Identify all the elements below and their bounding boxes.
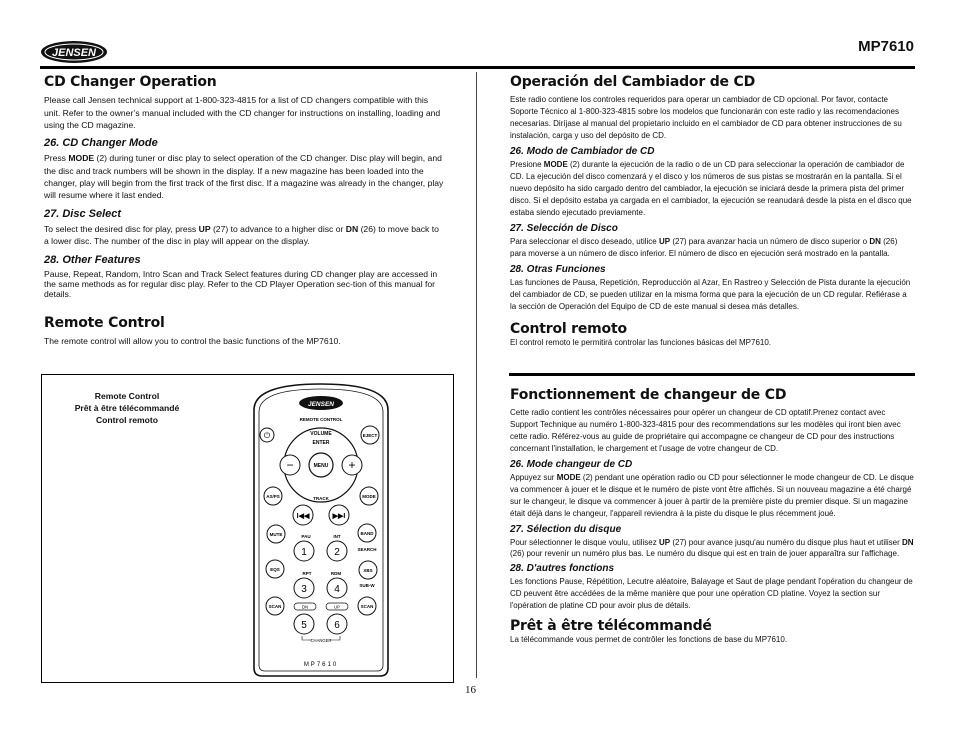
menu-label: MENU: [313, 463, 329, 469]
english-column: [44, 76, 444, 351]
jensen-logo: [40, 40, 108, 64]
scan-right-label: SCAN: [360, 604, 374, 609]
spanish-select-heading: 27. Selección de Disco: [510, 223, 618, 234]
dn-label: DN: [301, 604, 309, 610]
mute-label: MUTE: [269, 532, 283, 537]
french-intro: Cette radio contient les contrôles nécessaires pour opérer un changeur de CD optatif.Prenez contact avec Support Technique au numéro 1-800-323-4815 pour des recommendations sur les modèles qui iront bien avec cette radio. Référez-vous au guide de propriétaire qui accompagne ce changeur de CD pour des instructions concernant l'installation, le chargement et l'usage de votre changeur de CD.: [510, 408, 901, 453]
eject-label: EJECT: [362, 433, 378, 438]
spanish-mode-heading: 26. Modo de Cambiador de CD: [510, 146, 655, 157]
remote-figure-caption: [52, 390, 202, 427]
french-column: [510, 389, 915, 650]
rdm-label: RDM: [330, 571, 342, 576]
int-label: INT: [333, 534, 341, 539]
mid-rule: [509, 373, 915, 376]
track-label: TRACK: [313, 496, 329, 501]
digit-1-label: 1: [301, 547, 307, 558]
spanish-intro: Este radio contiene los controles requeridos para operar un cambiador de CD opcional. Por favor, contacte Soporte Técnico al 1-800-323-4815 sobre los modelos que funcionarán con este radio y las recomendaciones necesarias. Diríjase al manual del propietario incluido en el cambiador de CD para obtener instrucciones de su instalación, carga y uso del depósito de CD.: [510, 95, 902, 140]
prev-track-icon: I◀◀: [296, 513, 310, 520]
top-rule: [40, 66, 915, 69]
digit-5-label: 5: [301, 620, 307, 631]
plus-icon: +: [348, 458, 356, 472]
mode-paragraph: Press MODE (2) during tuner or disc play to select operation of the CD changer. Disc play will begin, and the disc and track numbers will be shown in the display. If a new magazine has been loaded into the changer, play will begin from the first track of the first disc. If a magazine was already in the changer, play will resume where it last ended.: [44, 153, 444, 201]
digit-2-label: 2: [334, 547, 340, 558]
other-features-heading: 28. Other Features: [44, 253, 141, 266]
remote-subtitle: REMOTE CONTROL: [299, 417, 343, 422]
french-remote-paragraph: La télécommande vous permet de contrôler les fonctions de base du MP7610.: [510, 635, 788, 644]
disc-select-paragraph: To select the desired disc for play, press UP (27) to advance to a higher disc or DN (26) to move back to a lower disc. The number of the disc in play will appear on the display.: [44, 223, 439, 247]
digit-3-label: 3: [301, 584, 307, 595]
spanish-column: [510, 76, 915, 353]
minus-icon: −: [286, 458, 294, 472]
up-label: UP: [334, 604, 340, 610]
eqs-label: EQS: [270, 567, 280, 572]
caption-es: Control remoto: [95, 415, 159, 426]
caption-en: Remote Control: [94, 391, 160, 401]
pau-label: PAU: [301, 534, 311, 539]
mode-label: MODE: [362, 494, 376, 499]
changer-label: CHANGER: [310, 638, 332, 643]
rpt-label: RPT: [302, 571, 312, 576]
french-select-heading: 27. Sélection du disque: [510, 524, 622, 535]
caption-fr: Prêt à être télécommandé: [74, 403, 180, 414]
french-other-heading: 28. D'autres fonctions: [510, 563, 615, 574]
digit-6-label: 6: [334, 620, 340, 631]
cd-changer-intro: Please call Jensen technical support at 1-800-323-4815 for a list of CD changers compatible with this unit. Refer to the owner’s manual included with the CD changer for instructions on installing, loading and using the CD magazine.: [44, 95, 441, 130]
logo-text: JENSEN: [51, 47, 97, 59]
french-heading: Fonctionnement de changeur de CD: [510, 387, 787, 403]
power-icon: ⏻: [263, 431, 271, 440]
remote-control-paragraph: The remote control will allow you to control the basic functions of the MP7610.: [44, 336, 341, 347]
scan-left-label: SCAN: [268, 604, 282, 609]
spanish-heading: Operación del Cambiador de CD: [510, 74, 755, 90]
spanish-other-heading: 28. Otras Funciones: [510, 264, 606, 275]
as-ps-label: AS/PS: [266, 494, 280, 499]
search-label: SEARCH: [357, 547, 377, 552]
page-number: 16: [465, 684, 476, 696]
digit-4-label: 4: [334, 584, 340, 595]
spanish-select-paragraph: Para seleccionar el disco deseado, utilice UP (27) para avanzar hacia un número de disco superior o DN (26) para moverse a un número de disco inferior. El número de disco en ejecución será mostrado en la pantalla.: [510, 237, 898, 258]
remote-model-label: MP7610: [303, 662, 339, 668]
volume-label: VOLUME: [310, 431, 332, 437]
model-title: MP7610: [858, 38, 914, 55]
enter-label: ENTER: [312, 440, 330, 446]
french-remote-heading: Prêt à être télécommandé: [510, 618, 712, 634]
disc-select-heading: 27. Disc Select: [44, 207, 122, 220]
next-track-icon: ▶▶I: [332, 513, 346, 520]
spanish-remote-paragraph: El control remoto le permitirá controlar las funciones básicas del MP7610.: [510, 338, 772, 347]
spanish-remote-heading: Control remoto: [510, 321, 627, 337]
french-mode-heading: 26. Mode changeur de CD: [510, 459, 633, 470]
french-select-paragraph: Pour sélectionner le disque voulu, utilisez UP (27) pour avance jusqu'au numéro du disque plus haut et utiliser DN (26) pour revenir un numéro plus bas. Le numéro du disque qui est en train de jouer apparaîtra sur l'affichage.: [510, 538, 914, 558]
xbs-label: XBS: [363, 568, 373, 573]
french-mode-paragraph: Appuyez sur MODE (2) pendant une opération radio ou CD pour sélectionner le mode changeur de CD. Le disque va commencer à jouer et le disque et le numéro de piste vont être affichés. Si un nouveau magazine a été chargé sur le changeur, le disque va commencer à jouer à partir de la première piste du premier disque. Si un magazine était déjà dans le changeur, l'appareil reviendra à la piste du disque le plus récemment joué.: [510, 473, 914, 518]
remote-control-heading: Remote Control: [44, 314, 165, 331]
column-divider: [476, 72, 477, 678]
spanish-other-paragraph: Las funciones de Pausa, Repetición, Reproducción al Azar, En Rastreo y Selección de Pista durante la ejecución del cambiador de CD, se pueden utilizar en la misma forma que para la ejecución de un CD regular. Refiérase a la sección de Operación del Equipo de CD de este manual si desea más detalles.: [510, 278, 911, 311]
sub-w-label: SUB-W: [359, 583, 375, 588]
french-other-paragraph: Les fonctions Pause, Répétition, Lecutre aléatoire, Balayage et Saut de plage pendant l'opération du changeur de CD peuvent être accédées de la même manière que pour une opération CD platine. Voyez la section sur l'opération de platine CD pour avoir plus de détails.: [510, 577, 913, 610]
remote-control-illustration: [246, 378, 396, 678]
cd-changer-heading: CD Changer Operation: [44, 74, 217, 90]
remote-brand: JENSEN: [307, 401, 335, 408]
mode-heading: 26. CD Changer Mode: [44, 137, 158, 150]
band-label: BAND: [360, 531, 374, 536]
other-features-paragraph: Pause, Repeat, Random, Intro Scan and Track Select features during CD changer play are accessed in the same methods as for regular disc play. Refer to the CD Player Operation sec-tion of this manual for details.: [44, 268, 438, 299]
spanish-mode-paragraph: Presione MODE (2) durante la ejecución de la radio o de un CD para seleccionar la operación de cambiador de CD. La ejecución del disco comenzará y el disco y los números de sus pistas se mostrarán en la pantalla. Si el nuevo depósito ha sido cargado dentro del cambiador, la ejecución se iniciará desde la primera pista del primer disco. Si el depósito estaba ya cargada en el cambiador, la ejecución se reanudará desde la pista en el disco que estaba siendo ejecutado previamente.: [510, 160, 912, 217]
